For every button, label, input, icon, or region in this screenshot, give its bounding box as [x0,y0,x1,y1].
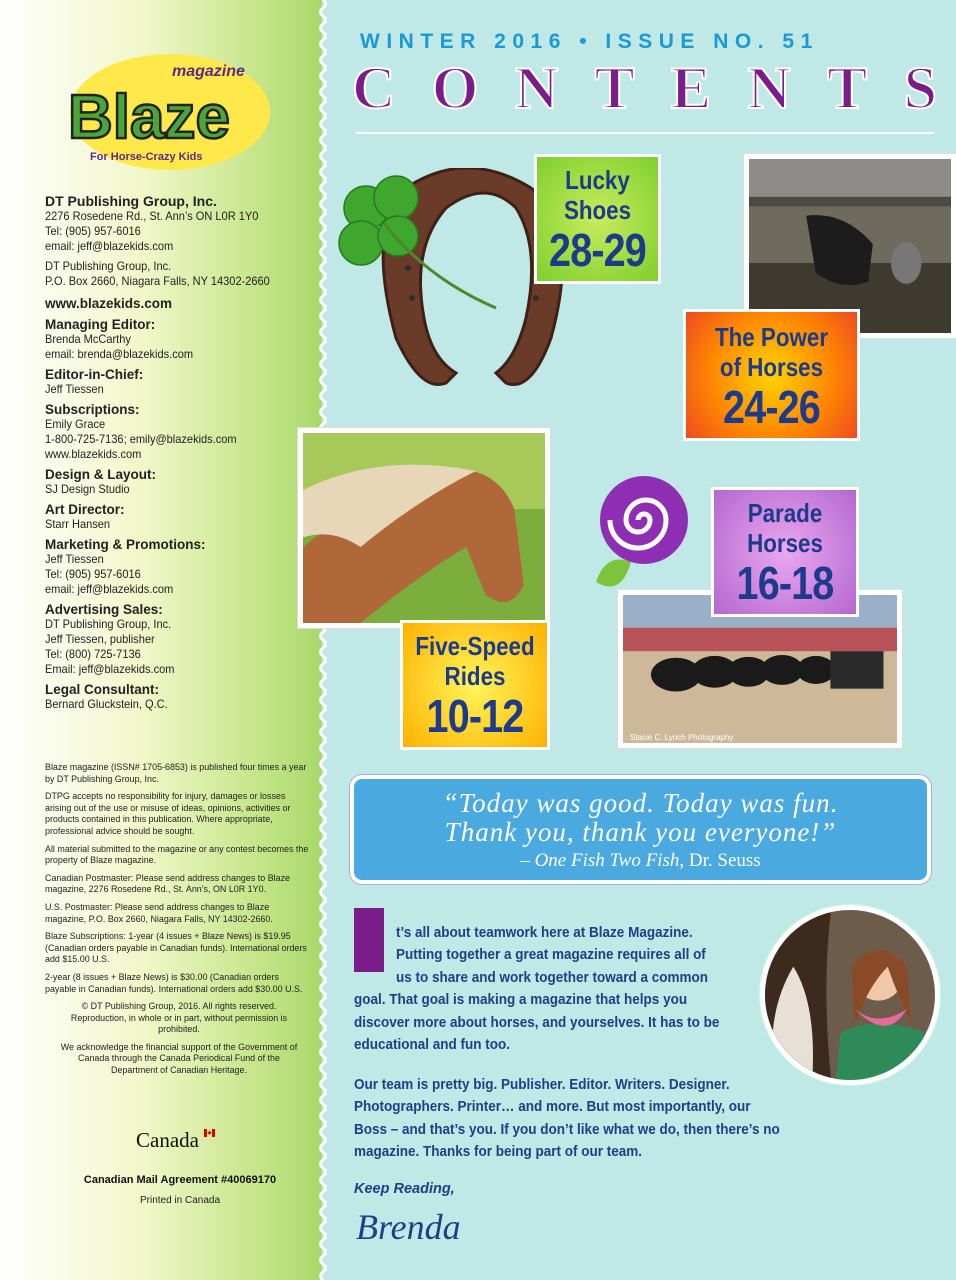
letter-line: t’s all about teamwork here at Blaze Magazine. [396,924,693,941]
letter-line: us to share and work together toward a common [396,968,709,986]
quote-author: Dr. Seuss [688,850,761,871]
blaze-logo [60,50,270,175]
acknowledgement: We acknowledge the financial support of the Government of Canada through the Canada Periodical Fund of the Department of Canadian Heritage. [60,1041,298,1077]
staff-role: Marketing & Promotions: [45,537,206,552]
staff-line: Jeff Tiessen [45,382,104,396]
staff-line: Bernard Gluckstein, Q.C. [45,697,168,711]
story-title: Shoes [563,195,632,225]
fine-print-paragraph: All material submitted to the magazine or any contest becomes the property of Blaze magazine. [45,843,309,867]
mail-agreement: Canadian Mail Agreement #40069170 [83,1174,277,1186]
story-pages: 10-12 [426,690,524,742]
story-pages: 24-26 [723,381,820,433]
letter-paragraph [354,1074,827,1164]
issue-line: WINTER 2016 • ISSUE NO. 51 [360,30,819,53]
quote-line: Thank you, thank you everyone!” [444,817,837,847]
publisher-name: DT Publishing Group, Inc. [45,193,217,209]
story-card-power-of-horses[interactable] [683,309,860,441]
contents-title [352,58,942,128]
staff-role: Advertising Sales: [45,602,163,617]
story-pages: 16-18 [736,557,834,609]
fine-print-paragraph: 2-year (8 issues + Blaze News) is $30.00 (Canadian orders payable in Canadian funds). International orders add $30.00 U.S. [45,971,303,995]
address-line: P.O. Box 2660, Niagara Falls, NY 14302-2660 [45,274,270,288]
fine-print-paragraph: Blaze Subscriptions: 1-year (4 issues + Blaze News) is $19.95 (Canadian orders payable in Canadian funds). International orders add $15.00 U.S. [45,931,307,966]
staff-line: Tel: (905) 957-6016 [45,567,141,581]
quote-attribution-prefix: – One Fish Two Fish, [520,850,685,871]
story-card-five-speed-rides[interactable] [400,620,550,750]
staff-role: Design & Layout: [45,467,157,482]
header-rule [356,132,934,134]
address-line: DT Publishing Group, Inc. [45,259,172,273]
rose-icon [586,472,706,612]
staff-line: Emily Grace [45,417,106,431]
staff-role: Managing Editor: [45,317,156,332]
letter-line: Our team is pretty big. Publisher. Editor. Writers. Designer. [354,1076,730,1093]
story-card-parade-horses[interactable] [711,487,859,617]
staff-role: Subscriptions: [45,402,140,417]
canada-flag-icon [204,1129,215,1137]
pony-photo [298,428,550,628]
staff-line: SJ Design Studio [45,482,130,496]
address-line: 2276 Rosedene Rd., St. Ann’s ON L0R 1Y0 [45,209,259,223]
photo-credit: Stacie C. Lynch Photography [630,733,734,742]
letter-line: magazine. Thanks for being part of our team. [354,1143,643,1161]
story-title: of Horses [719,352,824,382]
quote-box [350,775,931,884]
letter-signoff: Keep Reading, [354,1181,455,1197]
staff-line: Jeff Tiessen, publisher [45,632,155,646]
canada-wordmark: Canada [136,1128,199,1152]
printed-in: Printed in Canada [139,1195,221,1206]
staff-line: www.blazekids.com [45,447,142,461]
story-title: Five-Speed [415,631,535,661]
fine-print-paragraph: Canadian Postmaster: Please send address changes to Blaze magazine, 2276 Rosedene Rd., St. Ann’s, ON L0R 1Y0. [45,872,291,896]
staff-line: email: jeff@blazekids.com [45,582,174,596]
staff-line: Jeff Tiessen [45,552,104,566]
staff-role: Legal Consultant: [45,682,159,697]
copyright: © DT Publishing Group, 2016. All rights reserved. Reproduction, in whole or in part, without permission is prohibited. [70,1001,288,1036]
story-title: The Power [714,322,829,352]
wavy-divider [316,0,330,1280]
letter-line: educational and fun too. [354,1036,510,1054]
story-card-lucky-shoes[interactable] [534,154,661,284]
letter-paragraph [354,922,760,1056]
masthead-credits [45,194,313,712]
address-line: email: jeff@blazekids.com [45,239,174,253]
logo-brand-text: Blaze [68,83,230,152]
quote-attribution [354,850,927,872]
letter-line: Photographers. Printer… and more. But most importantly, our [354,1098,751,1116]
staff-line: DT Publishing Group, Inc. [45,617,172,631]
staff-role: Editor-in-Chief: [45,367,144,382]
logo-magazine-text: magazine [172,63,245,80]
website-link[interactable]: www.blazekids.com [45,296,173,311]
story-title: Horses [747,528,823,558]
letter-line: discover more about horses, and yourselves. It has to be [354,1013,720,1031]
staff-role: Art Director: [45,502,125,517]
letter-line: goal. That goal is making a magazine that helps you [354,991,688,1009]
quote-line: “Today was good. Today was fun. [442,788,839,818]
staff-line: Starr Hansen [45,517,111,531]
fine-print-paragraph: Blaze magazine (ISSN# 1705-6853) is published four times a year by DT Publishing Group, Inc. [45,762,307,785]
address-line: Tel: (905) 957-6016 [45,224,141,238]
fine-print-paragraph: DTPG accepts no responsibility for injury, damages or losses arising out of the use or misuse of ideas, opinions, activities or products contained in this publication. Where appropriate, professional advice should be sought. [45,791,291,837]
letter-line: Boss – and that’s you. If you don’t like what we do, then there’s no [354,1120,780,1138]
staff-line: 1-800-725-7136; emily@blazekids.com [45,432,237,446]
story-title: Rides [444,661,506,691]
fine-print [45,762,313,1083]
story-title: Parade [747,498,823,528]
story-title: Lucky [565,165,630,195]
editor-portrait [760,905,940,1085]
letter-signature: Brenda [356,1207,461,1247]
staff-line: Email: jeff@blazekids.com [45,662,175,676]
logo-tagline: For Horse-Crazy Kids [90,151,203,163]
staff-line: Brenda McCarthy [45,332,131,346]
fine-print-paragraph: U.S. Postmaster: Please send address changes to Blaze magazine, P.O. Box 2660, Niagara Falls, NY 14302-2660. [45,901,273,925]
staff-line: email: brenda@blazekids.com [45,347,194,361]
staff-line: Tel: (800) 725-7136 [45,647,141,661]
contents-title-text: CONTENTS [352,58,937,121]
letter-line: Putting together a great magazine requires all of [396,946,706,964]
story-pages: 28-29 [549,224,646,276]
